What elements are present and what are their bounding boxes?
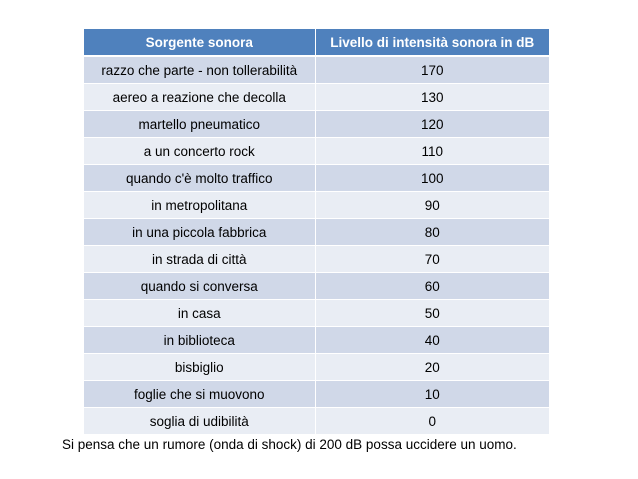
row-source-cell: quando si conversa bbox=[84, 273, 315, 300]
table-header-row bbox=[84, 29, 549, 56]
table-row bbox=[84, 381, 549, 408]
row-source-cell: quando c'è molto traffico bbox=[84, 165, 315, 192]
table-row bbox=[84, 246, 549, 273]
table-row bbox=[84, 111, 549, 138]
row-source-cell: bisbiglio bbox=[84, 354, 315, 381]
row-source-cell: in casa bbox=[84, 300, 315, 327]
table-row bbox=[84, 273, 549, 300]
row-level-cell: 70 bbox=[315, 246, 549, 273]
header-sound-source: Sorgente sonora bbox=[84, 29, 315, 56]
row-level-cell: 110 bbox=[315, 138, 549, 165]
table-row bbox=[84, 56, 549, 84]
row-source-cell: razzo che parte - non tollerabilità bbox=[84, 56, 315, 84]
row-level-cell: 90 bbox=[315, 192, 549, 219]
row-source-cell: aereo a reazione che decolla bbox=[84, 84, 315, 111]
row-level-cell: 120 bbox=[315, 111, 549, 138]
row-level-cell: 10 bbox=[315, 381, 549, 408]
table-row bbox=[84, 165, 549, 192]
table-body bbox=[84, 56, 549, 435]
header-intensity-level: Livello di intensità sonora in dB bbox=[315, 29, 549, 56]
sound-level-table bbox=[84, 29, 549, 435]
table-row bbox=[84, 219, 549, 246]
table-row bbox=[84, 408, 549, 435]
row-level-cell: 0 bbox=[315, 408, 549, 435]
row-source-cell: soglia di udibilità bbox=[84, 408, 315, 435]
row-level-cell: 40 bbox=[315, 327, 549, 354]
row-level-cell: 100 bbox=[315, 165, 549, 192]
row-source-cell: a un concerto rock bbox=[84, 138, 315, 165]
row-source-cell: in una piccola fabbrica bbox=[84, 219, 315, 246]
row-level-cell: 50 bbox=[315, 300, 549, 327]
table-row bbox=[84, 138, 549, 165]
row-level-cell: 80 bbox=[315, 219, 549, 246]
row-level-cell: 130 bbox=[315, 84, 549, 111]
row-source-cell: martello pneumatico bbox=[84, 111, 315, 138]
table-row bbox=[84, 84, 549, 111]
table-row bbox=[84, 327, 549, 354]
footnote-text: Si pensa che un rumore (onda di shock) di 200 dB possa uccidere un uomo. bbox=[62, 437, 517, 452]
row-source-cell: foglie che si muovono bbox=[84, 381, 315, 408]
row-source-cell: in metropolitana bbox=[84, 192, 315, 219]
table-row bbox=[84, 192, 549, 219]
table-row bbox=[84, 354, 549, 381]
row-level-cell: 170 bbox=[315, 56, 549, 84]
row-source-cell: in biblioteca bbox=[84, 327, 315, 354]
table-row bbox=[84, 300, 549, 327]
row-source-cell: in strada di città bbox=[84, 246, 315, 273]
row-level-cell: 20 bbox=[315, 354, 549, 381]
row-level-cell: 60 bbox=[315, 273, 549, 300]
